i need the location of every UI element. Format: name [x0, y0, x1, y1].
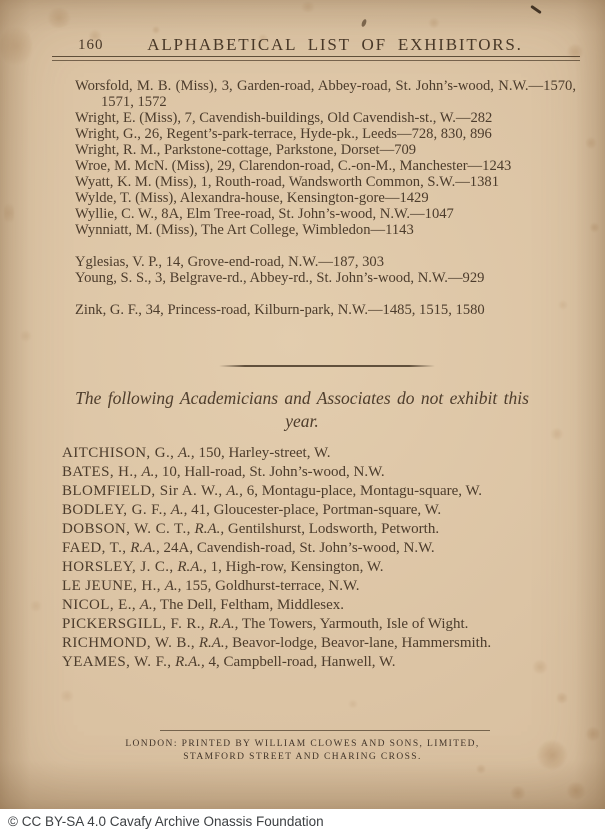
- foxing-spot: [556, 692, 568, 704]
- academician-address: 41, Gloucester-place, Portman-square, W.: [191, 502, 442, 518]
- academician-name: HORSLEY, J. C.,: [62, 559, 174, 575]
- academician-name: LE JEUNE, H.,: [62, 578, 161, 594]
- academician-address: 6, Montagu-place, Montagu-square, W.: [246, 483, 483, 499]
- academician-list: [62, 444, 578, 672]
- academician-degree: R.A.,: [177, 559, 207, 575]
- academician-address: 4, Campbell-road, Hanwell, W.: [208, 654, 396, 670]
- academician-address: 155, Goldhurst-terrace, N.W.: [185, 578, 360, 594]
- academician-name: NICOL, E.,: [62, 597, 136, 613]
- academician-degree: A.,: [226, 483, 243, 499]
- academician-entry: [62, 558, 578, 577]
- academician-degree: A.,: [139, 597, 157, 613]
- exhibitor-entry: Young, S. S., 3, Belgrave-rd., Abbey-rd., St. John’s-wood, N.W.—929: [75, 270, 485, 286]
- academician-address: 1, High-row, Kensington, W.: [210, 559, 384, 575]
- academician-name: BATES, H.,: [62, 464, 138, 480]
- academician-entry: [62, 520, 578, 539]
- academician-degree: A.,: [170, 502, 188, 518]
- foxing-spot: [20, 330, 32, 342]
- exhibitor-entry: Wright, R. M., Parkstone-cottage, Parkstone, Dorset—709: [75, 142, 417, 158]
- exhibitor-entry: Wyllie, C. W., 8A, Elm Tree-road, St. John’s-wood, N.W.—1047: [75, 206, 454, 222]
- imprint-rule: [160, 730, 490, 731]
- exhibitor-group-y: [75, 254, 576, 286]
- academician-degree: A.,: [164, 578, 182, 594]
- page-number: 160: [78, 37, 104, 53]
- academician-degree: R.A.,: [130, 540, 160, 556]
- academician-entry: [62, 653, 578, 672]
- academician-entry: [62, 463, 578, 482]
- exhibitor-entry: Wroe, M. McN. (Miss), 29, Clarendon-road, C.-on-M., Manchester—1243: [75, 158, 512, 174]
- exhibitor-group-z: [75, 302, 576, 318]
- foxing-spot: [590, 222, 599, 233]
- foxing-spot: [0, 24, 32, 68]
- foxing-spot: [510, 786, 526, 800]
- exhibitor-entry: Wynniatt, M. (Miss), The Art College, Wimbledon—1143: [75, 222, 414, 238]
- section-divider-rule: [219, 365, 435, 367]
- foxing-spot: [300, 2, 316, 12]
- foxing-spot: [60, 690, 74, 702]
- academician-name: FAED, T.,: [62, 540, 127, 556]
- exhibitor-entry: Wright, G., 26, Regent’s-park-terrace, Hyde-pk., Leeds—728, 830, 896: [75, 126, 492, 142]
- exhibitor-entry: Yglesias, V. P., 14, Grove-end-road, N.W.—187, 303: [75, 254, 385, 270]
- license-bar: [0, 809, 605, 833]
- academician-name: AITCHISON, G.,: [62, 445, 175, 461]
- foxing-spot: [152, 26, 160, 34]
- exhibitor-entry: Wright, E. (Miss), 7, Cavendish-buildings, Old Cavendish-st., W.—282: [75, 110, 493, 126]
- ink-speck: [361, 19, 368, 28]
- foxing-spot: [550, 428, 564, 440]
- academician-entry: [62, 615, 578, 634]
- academician-name: PICKERSGILL, F. R.,: [62, 616, 206, 632]
- foxing-spot: [30, 600, 42, 612]
- academician-address: 150, Harley-street, W.: [198, 445, 331, 461]
- academician-entry: [62, 596, 578, 615]
- pen-mark: [530, 5, 542, 14]
- printer-imprint: [0, 738, 605, 764]
- header-rule: [52, 56, 580, 61]
- foxing-spot: [46, 8, 72, 28]
- academician-degree: A.,: [178, 445, 195, 461]
- imprint-line2: STAMFORD STREET AND CHARING CROSS.: [183, 752, 422, 762]
- academician-address: Gentilshurst, Lodsworth, Petworth.: [227, 521, 440, 537]
- academician-address: 10, Hall-road, St. John’s-wood, N.W.: [161, 464, 385, 480]
- exhibitor-entry: Wylde, T. (Miss), Alexandra-house, Kensington-gore—1429: [75, 190, 429, 206]
- exhibitor-entry: Wyatt, K. M. (Miss), 1, Routh-road, Wandsworth Common, S.W.—1381: [75, 174, 499, 190]
- academician-name: RICHMOND, W. B.,: [62, 635, 196, 651]
- academician-degree: R.A.,: [198, 635, 229, 651]
- foxing-spot: [566, 782, 586, 800]
- foxing-spot: [476, 764, 486, 774]
- academician-entry: [62, 539, 578, 558]
- foxing-spot: [428, 18, 440, 28]
- academician-degree: R.A.,: [208, 616, 239, 632]
- academician-address: Beavor-lodge, Beavor-lane, Hammersmith.: [232, 635, 492, 651]
- imprint-line1: LONDON: PRINTED BY WILLIAM CLOWES AND SONS, LIMITED,: [125, 739, 480, 749]
- academician-entry: [62, 482, 578, 501]
- exhibitor-list: [75, 78, 576, 318]
- academician-name: BODLEY, G. F.,: [62, 502, 167, 518]
- academician-address: The Dell, Feltham, Middlesex.: [159, 597, 345, 613]
- academician-address: The Towers, Yarmouth, Isle of Wight.: [241, 616, 469, 632]
- academician-degree: R.A.,: [194, 521, 225, 537]
- academician-name: DOBSON, W. C. T.,: [62, 521, 191, 537]
- foxing-spot: [586, 136, 596, 150]
- academician-degree: A.,: [141, 464, 159, 480]
- exhibitor-entry: Zink, G. F., 34, Princess-road, Kilburn-park, N.W.—1485, 1515, 1580: [75, 302, 485, 318]
- license-caption: © CC BY-SA 4.0 Cavafy Archive Onassis Foundation: [8, 813, 324, 829]
- exhibitor-group-w: [75, 78, 576, 238]
- running-title: ALPHABETICAL LIST OF EXHIBITORS.: [147, 35, 523, 54]
- academician-name: YEAMES, W. F.,: [62, 654, 172, 670]
- foxing-spot: [348, 700, 358, 708]
- foxing-spot: [4, 200, 14, 226]
- academician-entry: [62, 444, 578, 463]
- academician-entry: [62, 634, 578, 653]
- academician-degree: R.A.,: [175, 654, 205, 670]
- academician-entry: [62, 577, 578, 596]
- academician-name: BLOMFIELD, Sir A. W.,: [62, 483, 223, 499]
- academician-entry: [62, 501, 578, 520]
- notice-heading: The following Academicians and Associates do not exhibit this year.: [75, 388, 529, 431]
- exhibitor-entry: Worsfold, M. B. (Miss), 3, Garden-road, Abbey-road, St. John’s-wood, N.W.—1570, 1571, 1572: [75, 78, 576, 110]
- academician-address: 24A, Cavendish-road, St. John’s-wood, N.W.: [163, 540, 435, 556]
